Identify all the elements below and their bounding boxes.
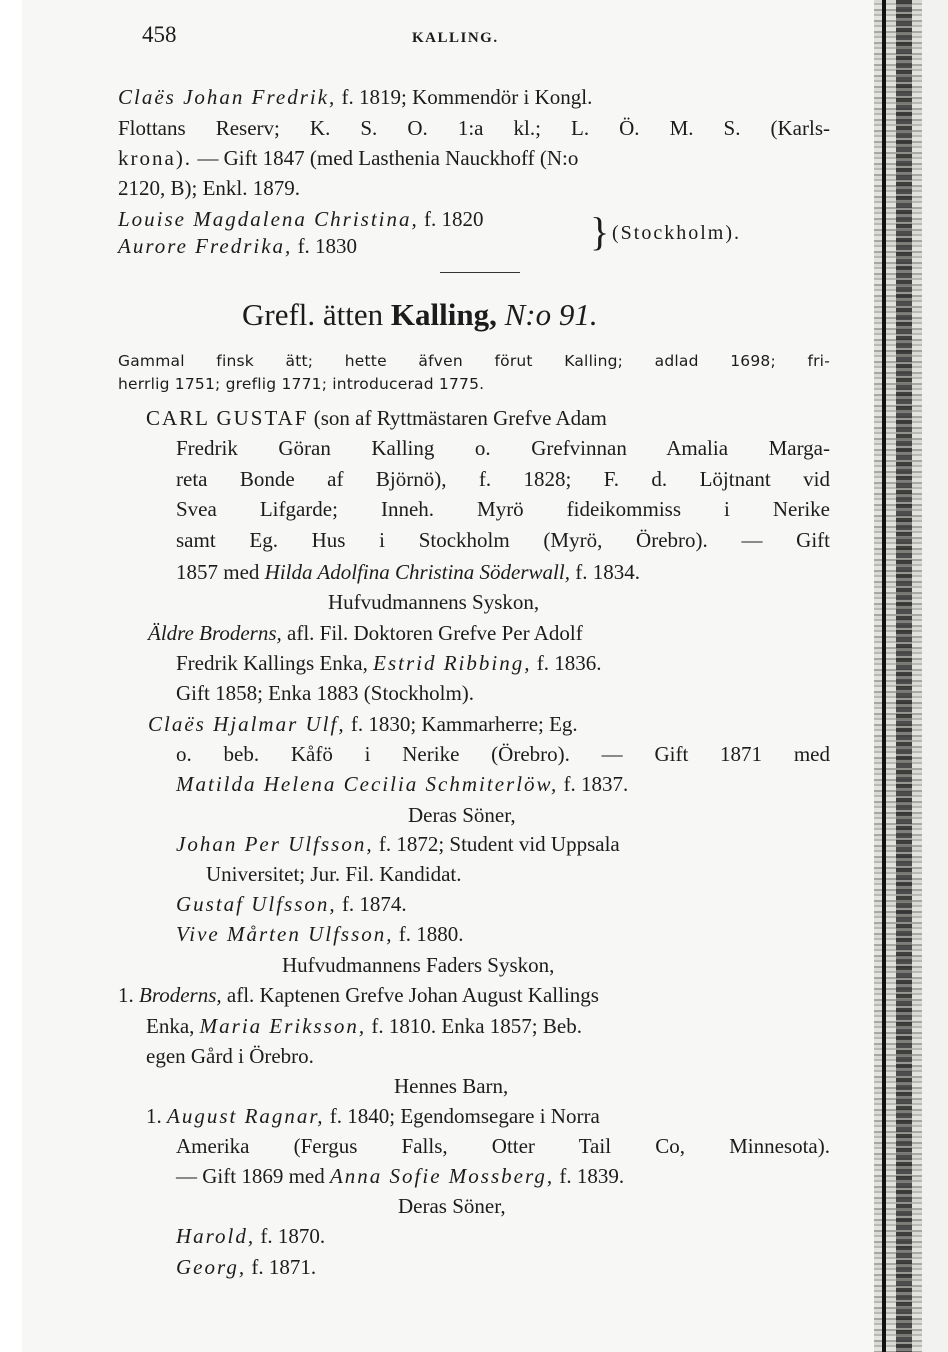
page-number: 458: [142, 22, 177, 47]
page-edge: [922, 0, 948, 1352]
intro-line: herrlig 1751; greflig 1771; introducerad 1775.: [118, 375, 485, 393]
subheading: Hennes Barn,: [394, 1074, 509, 1098]
entry-line: Gustaf Ulfsson, f. 1874.: [176, 892, 407, 916]
intro-line: Gammal finsk ätt; hette äfven förut Kalling; adlad 1698; fri-: [118, 352, 830, 370]
brace-icon: }: [590, 209, 610, 254]
entry-line: Claës Hjalmar Ulf, f. 1830; Kammarherre; Eg.: [148, 712, 578, 736]
subheading: Deras Söner,: [408, 803, 516, 827]
entry-line: Claës Johan Fredrik, f. 1819; Kommendör i Kongl.: [118, 85, 593, 109]
entry-line: Universitet; Jur. Fil. Kandidat.: [206, 862, 462, 886]
entry-line: Matilda Helena Cecilia Schmiterlöw, f. 1837.: [176, 772, 629, 796]
subheading: Hufvudmannens Faders Syskon,: [282, 953, 555, 977]
section-divider: [440, 272, 520, 273]
entry-line: 1857 med Hilda Adolfina Christina Söderwall, f. 1834.: [176, 560, 640, 584]
entry-line: o. beb. Kåfö i Nerike (Örebro). — Gift 1871 med: [176, 742, 830, 766]
entry-line: krona). — Gift 1847 (med Lasthenia Nauckhoff (N:o: [118, 146, 579, 170]
entry-line: Fredrik Göran Kalling o. Grefvinnan Amalia Marga-: [176, 436, 830, 460]
entry-line: samt Eg. Hus i Stockholm (Myrö, Örebro). — Gift: [176, 528, 830, 552]
entry-line: 1. Broderns, afl. Kaptenen Grefve Johan August Kallings: [118, 983, 599, 1007]
entry-line: Flottans Reserv; K. S. O. 1:a kl.; L. Ö. M. S. (Karls-: [118, 116, 830, 140]
entry-line: Louise Magdalena Christina, f. 1820: [118, 207, 484, 231]
entry-line: — Gift 1869 med Anna Sofie Mossberg, f. 1839.: [176, 1164, 625, 1188]
family-heading: Grefl. ätten Kalling, N:o 91.: [242, 297, 598, 332]
entry-line: CARL GUSTAF (son af Ryttmästaren Grefve Adam: [146, 406, 607, 430]
entry-line: Vive Mårten Ulfsson, f. 1880.: [176, 922, 464, 946]
entry-line: Johan Per Ulfsson, f. 1872; Student vid Uppsala: [176, 832, 620, 856]
book-binding: [874, 0, 922, 1352]
entry-line: egen Gård i Örebro.: [146, 1044, 314, 1068]
entry-line: Svea Lifgarde; Inneh. Myrö fideikommiss i Nerike: [176, 497, 830, 521]
entry-line: Georg, f. 1871.: [176, 1255, 317, 1279]
entry-line: Gift 1858; Enka 1883 (Stockholm).: [176, 681, 475, 705]
subheading: Hufvudmannens Syskon,: [328, 590, 540, 614]
entry-line: reta Bonde af Björnö), f. 1828; F. d. Löjtnant vid: [176, 467, 830, 491]
entry-line: Aurore Fredrika, f. 1830: [118, 234, 358, 258]
entry-line: Harold, f. 1870.: [176, 1224, 326, 1248]
brace-place: (Stockholm).: [612, 222, 741, 244]
entry-line: Amerika (Fergus Falls, Otter Tail Co, Minnesota).: [176, 1134, 830, 1158]
subheading: Deras Söner,: [398, 1194, 506, 1218]
entry-line: 1. August Ragnar, f. 1840; Egendomsegare i Norra: [146, 1104, 600, 1128]
entry-line: Fredrik Kallings Enka, Estrid Ribbing, f. 1836.: [176, 651, 602, 675]
entry-line: 2120, B); Enkl. 1879.: [118, 176, 300, 200]
entry-line: Äldre Broderns, afl. Fil. Doktoren Grefve Per Adolf: [148, 621, 583, 645]
running-head: KALLING.: [412, 30, 499, 46]
entry-line: Enka, Maria Eriksson, f. 1810. Enka 1857; Beb.: [146, 1014, 582, 1038]
